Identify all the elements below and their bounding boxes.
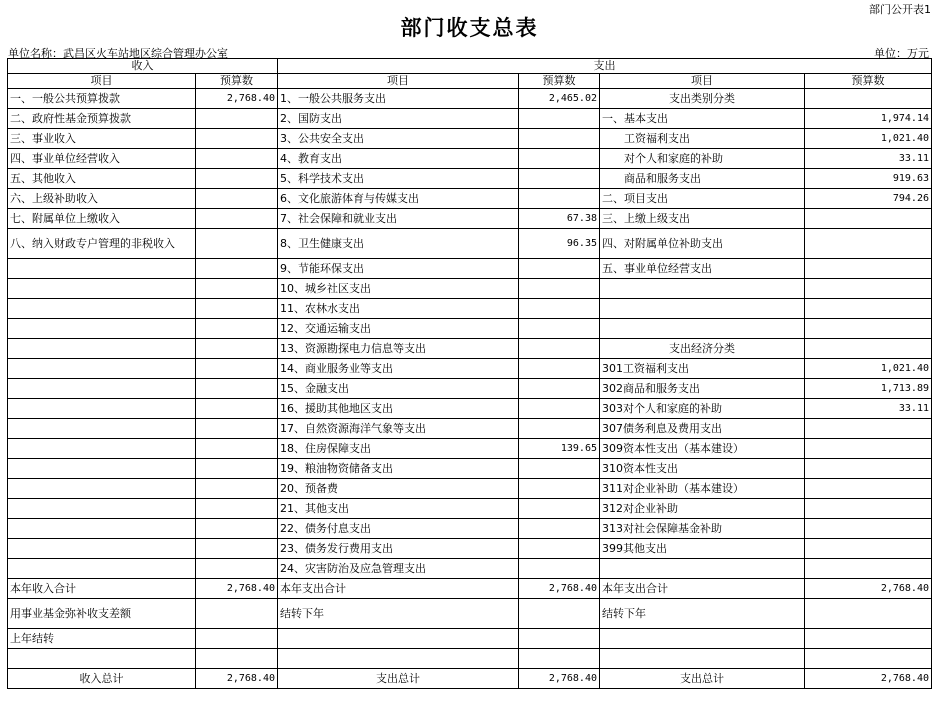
table-row xyxy=(8,129,932,149)
expense-item: 4、教育支出 xyxy=(278,149,519,169)
income-budget xyxy=(196,459,278,479)
expense-budget xyxy=(519,279,600,299)
income-item xyxy=(8,419,196,439)
expense-budget: 2,768.40 xyxy=(519,579,600,599)
income-item xyxy=(8,459,196,479)
expense-item: 2、国防支出 xyxy=(278,109,519,129)
col-header-item: 项目 xyxy=(600,74,805,89)
category-budget: 33.11 xyxy=(805,149,932,169)
income-item xyxy=(8,519,196,539)
income-item: 七、附属单位上缴收入 xyxy=(8,209,196,229)
expense-item: 本年支出合计 xyxy=(278,579,519,599)
category-item: 结转下年 xyxy=(600,599,805,629)
table-row xyxy=(8,669,932,689)
category-item: 二、项目支出 xyxy=(600,189,805,209)
category-budget xyxy=(805,89,932,109)
expense-budget: 139.65 xyxy=(519,439,600,459)
income-budget xyxy=(196,259,278,279)
expense-budget xyxy=(519,499,600,519)
table-row xyxy=(8,499,932,519)
income-budget xyxy=(196,169,278,189)
income-item xyxy=(8,359,196,379)
unit-label: 单位：万元 xyxy=(874,47,929,60)
income-item: 上年结转 xyxy=(8,629,196,649)
category-budget xyxy=(805,459,932,479)
expense-item: 1、一般公共服务支出 xyxy=(278,89,519,109)
expense-item: 12、交通运输支出 xyxy=(278,319,519,339)
table-row xyxy=(8,399,932,419)
expense-item xyxy=(278,649,519,669)
category-budget xyxy=(805,319,932,339)
category-budget xyxy=(805,229,932,259)
income-budget xyxy=(196,649,278,669)
category-item: 支出经济分类 xyxy=(600,339,805,359)
category-budget xyxy=(805,629,932,649)
income-budget: 2,768.40 xyxy=(196,669,278,689)
income-budget xyxy=(196,279,278,299)
income-budget xyxy=(196,599,278,629)
income-budget xyxy=(196,379,278,399)
table-row xyxy=(8,359,932,379)
expense-budget xyxy=(519,149,600,169)
income-item xyxy=(8,319,196,339)
expense-item: 14、商业服务业等支出 xyxy=(278,359,519,379)
category-item: 311对企业补助（基本建设） xyxy=(600,479,805,499)
expense-item: 7、社会保障和就业支出 xyxy=(278,209,519,229)
table-row xyxy=(8,109,932,129)
col-header-budget: 预算数 xyxy=(196,74,278,89)
income-budget xyxy=(196,479,278,499)
expense-item: 6、文化旅游体育与传媒支出 xyxy=(278,189,519,209)
income-budget xyxy=(196,339,278,359)
category-item: 310资本性支出 xyxy=(600,459,805,479)
income-budget xyxy=(196,299,278,319)
category-item: 309资本性支出（基本建设） xyxy=(600,439,805,459)
expense-budget xyxy=(519,319,600,339)
category-item xyxy=(600,629,805,649)
category-item xyxy=(600,299,805,319)
expense-budget xyxy=(519,539,600,559)
category-budget xyxy=(805,649,932,669)
expense-item: 22、债务付息支出 xyxy=(278,519,519,539)
expense-header: 支出 xyxy=(278,59,932,74)
category-item: 商品和服务支出 xyxy=(600,169,805,189)
income-item xyxy=(8,299,196,319)
income-budget xyxy=(196,229,278,259)
expense-budget xyxy=(519,359,600,379)
expense-budget xyxy=(519,189,600,209)
income-item: 本年收入合计 xyxy=(8,579,196,599)
table-row xyxy=(8,209,932,229)
expense-budget xyxy=(519,419,600,439)
category-budget xyxy=(805,519,932,539)
category-budget: 1,021.40 xyxy=(805,129,932,149)
expense-budget xyxy=(519,129,600,149)
expense-item: 20、预备费 xyxy=(278,479,519,499)
category-item: 支出总计 xyxy=(600,669,805,689)
table-row xyxy=(8,169,932,189)
category-item: 399其他支出 xyxy=(600,539,805,559)
income-budget xyxy=(196,129,278,149)
table-row xyxy=(8,479,932,499)
table-row xyxy=(8,299,932,319)
income-item: 三、事业收入 xyxy=(8,129,196,149)
income-item: 八、纳入财政专户管理的非税收入 xyxy=(8,229,196,259)
expense-budget xyxy=(519,519,600,539)
category-budget xyxy=(805,209,932,229)
expense-budget xyxy=(519,399,600,419)
category-budget: 1,021.40 xyxy=(805,359,932,379)
expense-item: 23、债务发行费用支出 xyxy=(278,539,519,559)
category-item: 302商品和服务支出 xyxy=(600,379,805,399)
income-budget xyxy=(196,319,278,339)
income-budget xyxy=(196,559,278,579)
table-row xyxy=(8,279,932,299)
income-budget xyxy=(196,149,278,169)
category-budget: 794.26 xyxy=(805,189,932,209)
expense-budget xyxy=(519,259,600,279)
budget-table xyxy=(7,58,932,689)
expense-item: 24、灾害防治及应急管理支出 xyxy=(278,559,519,579)
col-header-item: 项目 xyxy=(8,74,196,89)
category-item: 对个人和家庭的补助 xyxy=(600,149,805,169)
expense-budget xyxy=(519,559,600,579)
income-item xyxy=(8,439,196,459)
category-budget: 1,974.14 xyxy=(805,109,932,129)
category-budget xyxy=(805,599,932,629)
table-row xyxy=(8,439,932,459)
income-item: 二、政府性基金预算拨款 xyxy=(8,109,196,129)
expense-budget xyxy=(519,169,600,189)
unit-name: 单位名称：武昌区火车站地区综合管理办公室 xyxy=(8,47,228,60)
table-row xyxy=(8,189,932,209)
income-budget xyxy=(196,209,278,229)
income-budget xyxy=(196,359,278,379)
category-item xyxy=(600,279,805,299)
expense-budget xyxy=(519,649,600,669)
category-budget xyxy=(805,499,932,519)
table-row xyxy=(8,379,932,399)
income-budget xyxy=(196,629,278,649)
category-item: 313对社会保障基金补助 xyxy=(600,519,805,539)
income-budget xyxy=(196,439,278,459)
table-row xyxy=(8,539,932,559)
category-budget: 2,768.40 xyxy=(805,669,932,689)
income-budget xyxy=(196,189,278,209)
expense-item: 18、住房保障支出 xyxy=(278,439,519,459)
expense-budget xyxy=(519,299,600,319)
expense-budget xyxy=(519,379,600,399)
income-budget xyxy=(196,519,278,539)
expense-budget xyxy=(519,339,600,359)
income-item xyxy=(8,539,196,559)
category-item: 三、上缴上级支出 xyxy=(600,209,805,229)
income-budget: 2,768.40 xyxy=(196,89,278,109)
income-header: 收入 xyxy=(8,59,278,74)
expense-item: 11、农林水支出 xyxy=(278,299,519,319)
category-item: 五、事业单位经营支出 xyxy=(600,259,805,279)
income-budget xyxy=(196,539,278,559)
category-item: 支出类别分类 xyxy=(600,89,805,109)
income-item xyxy=(8,279,196,299)
income-item xyxy=(8,379,196,399)
expense-item: 10、城乡社区支出 xyxy=(278,279,519,299)
income-budget xyxy=(196,419,278,439)
expense-item: 16、援助其他地区支出 xyxy=(278,399,519,419)
category-item xyxy=(600,559,805,579)
table-row xyxy=(8,149,932,169)
category-item: 四、对附属单位补助支出 xyxy=(600,229,805,259)
income-item: 一、一般公共预算拨款 xyxy=(8,89,196,109)
expense-item: 5、科学技术支出 xyxy=(278,169,519,189)
expense-item: 结转下年 xyxy=(278,599,519,629)
category-item: 307债务利息及费用支出 xyxy=(600,419,805,439)
category-budget: 919.63 xyxy=(805,169,932,189)
expense-item: 3、公共安全支出 xyxy=(278,129,519,149)
category-item xyxy=(600,319,805,339)
income-budget xyxy=(196,499,278,519)
expense-item: 17、自然资源海洋气象等支出 xyxy=(278,419,519,439)
category-item xyxy=(600,649,805,669)
category-item: 本年支出合计 xyxy=(600,579,805,599)
income-item xyxy=(8,499,196,519)
expense-budget: 2,768.40 xyxy=(519,669,600,689)
table-row xyxy=(8,649,932,669)
income-budget xyxy=(196,109,278,129)
expense-item: 19、粮油物资储备支出 xyxy=(278,459,519,479)
category-item: 一、基本支出 xyxy=(600,109,805,129)
income-item: 四、事业单位经营收入 xyxy=(8,149,196,169)
expense-item: 15、金融支出 xyxy=(278,379,519,399)
expense-budget xyxy=(519,109,600,129)
income-budget xyxy=(196,399,278,419)
table-number: 部门公开表1 xyxy=(869,3,931,16)
income-item xyxy=(8,479,196,499)
expense-item: 支出总计 xyxy=(278,669,519,689)
category-budget: 1,713.89 xyxy=(805,379,932,399)
expense-budget: 96.35 xyxy=(519,229,600,259)
table-row xyxy=(8,559,932,579)
category-budget: 2,768.40 xyxy=(805,579,932,599)
col-header-budget: 预算数 xyxy=(519,74,600,89)
table-row xyxy=(8,89,932,109)
category-budget: 33.11 xyxy=(805,399,932,419)
table-row xyxy=(8,229,932,259)
category-budget xyxy=(805,439,932,459)
expense-budget: 67.38 xyxy=(519,209,600,229)
table-row xyxy=(8,339,932,359)
category-budget xyxy=(805,259,932,279)
income-budget: 2,768.40 xyxy=(196,579,278,599)
category-budget xyxy=(805,419,932,439)
table-row xyxy=(8,599,932,629)
page-title: 部门收支总表 xyxy=(400,16,539,40)
income-item: 五、其他收入 xyxy=(8,169,196,189)
expense-item: 9、节能环保支出 xyxy=(278,259,519,279)
col-header-item: 项目 xyxy=(278,74,519,89)
category-budget xyxy=(805,559,932,579)
expense-item: 21、其他支出 xyxy=(278,499,519,519)
category-budget xyxy=(805,479,932,499)
category-item: 工资福利支出 xyxy=(600,129,805,149)
category-item: 312对企业补助 xyxy=(600,499,805,519)
income-item xyxy=(8,649,196,669)
income-item xyxy=(8,399,196,419)
income-item xyxy=(8,339,196,359)
income-item: 用事业基金弥补收支差额 xyxy=(8,599,196,629)
table-row xyxy=(8,519,932,539)
income-item: 六、上级补助收入 xyxy=(8,189,196,209)
table-row xyxy=(8,629,932,649)
expense-item xyxy=(278,629,519,649)
category-budget xyxy=(805,539,932,559)
table-row xyxy=(8,259,932,279)
expense-budget: 2,465.02 xyxy=(519,89,600,109)
table-row xyxy=(8,579,932,599)
col-header-budget: 预算数 xyxy=(805,74,932,89)
expense-budget xyxy=(519,629,600,649)
table-row xyxy=(8,419,932,439)
expense-budget xyxy=(519,479,600,499)
income-item xyxy=(8,559,196,579)
table-row xyxy=(8,319,932,339)
expense-budget xyxy=(519,459,600,479)
category-budget xyxy=(805,339,932,359)
expense-budget xyxy=(519,599,600,629)
income-item xyxy=(8,259,196,279)
expense-item: 13、资源勘探电力信息等支出 xyxy=(278,339,519,359)
expense-item: 8、卫生健康支出 xyxy=(278,229,519,259)
category-item: 303对个人和家庭的补助 xyxy=(600,399,805,419)
income-item: 收入总计 xyxy=(8,669,196,689)
table-row xyxy=(8,459,932,479)
category-budget xyxy=(805,279,932,299)
category-budget xyxy=(805,299,932,319)
category-item: 301工资福利支出 xyxy=(600,359,805,379)
